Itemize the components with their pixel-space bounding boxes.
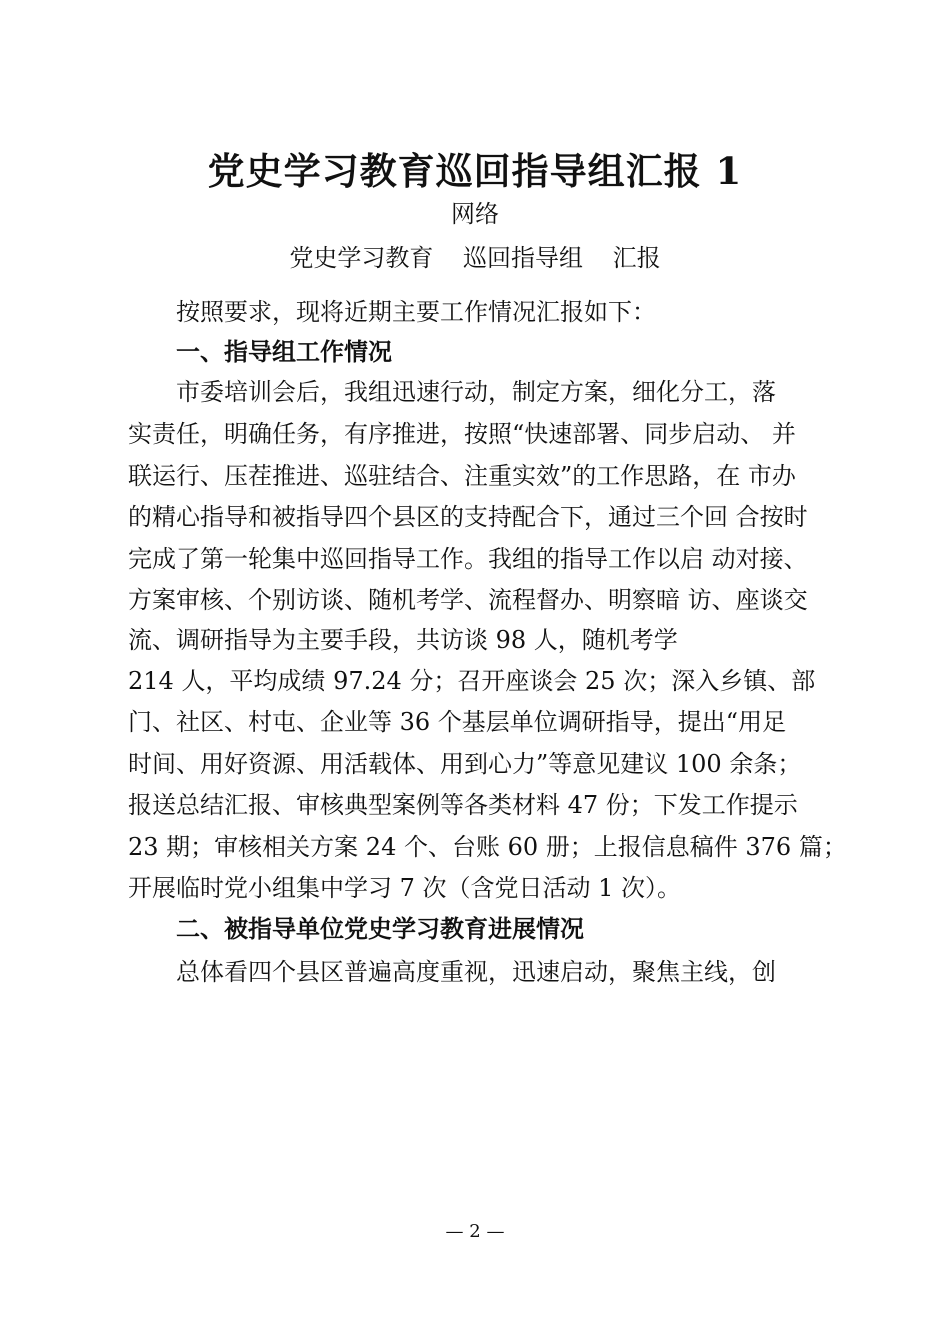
paragraph-line: 方案审核、个别访谈、随机考学、流程督办、明察暗 访、座谈交 bbox=[128, 586, 808, 614]
paragraph-line: 流、调研指导为主要手段，共访谈 98 人，随机考学 bbox=[128, 626, 678, 654]
document-title: 党史学习教育巡回指导组汇报 1 bbox=[207, 149, 743, 193]
keyword: 汇报 bbox=[612, 244, 661, 272]
paragraph-line: 时间、用好资源、用活载体、用到心力”等意见建议 100 余条； bbox=[128, 750, 802, 778]
paragraph-line: 报送总结汇报、审核典型案例等各类材料 47 份；下发工作提示 bbox=[128, 791, 798, 819]
keyword: 党史学习教育 bbox=[289, 244, 434, 272]
section-heading: 二、被指导单位党史学习教育进展情况 bbox=[176, 914, 584, 943]
paragraph-line: 门、社区、村屯、企业等 36 个基层单位调研指导，提出“用足 bbox=[128, 708, 787, 736]
paragraph-line: 开展临时党小组集中学习 7 次（含党日活动 1 次）。 bbox=[128, 874, 682, 902]
paragraph-line: 完成了第一轮集中巡回指导工作。我组的指导工作以启 动对接、 bbox=[128, 545, 808, 573]
document-author: 网络 bbox=[451, 200, 499, 228]
paragraph-line: 的精心指导和被指导四个县区的支持配合下，通过三个回 合按时 bbox=[128, 503, 808, 531]
paragraph-line: 214 人，平均成绩 97.24 分；召开座谈会 25 次；深入乡镇、部 bbox=[128, 667, 816, 695]
paragraph-line: 23 期；审核相关方案 24 个、台账 60 册；上报信息稿件 376 篇； bbox=[128, 833, 847, 861]
paragraph-line: 总体看四个县区普遍高度重视，迅速启动，聚焦主线，创 bbox=[176, 958, 776, 986]
keyword: 巡回指导组 bbox=[463, 244, 583, 272]
paragraph-line: 实责任，明确任务，有序推进，按照“快速部署、同步启动、 并 bbox=[128, 420, 796, 448]
paragraph-line: 按照要求，现将近期主要工作情况汇报如下： bbox=[176, 298, 656, 326]
section-heading: 一、指导组工作情况 bbox=[176, 337, 392, 366]
document-keywords bbox=[0, 238, 950, 278]
paragraph-line: 市委培训会后，我组迅速行动，制定方案，细化分工，落 bbox=[176, 378, 776, 406]
page-number: — 2 — bbox=[445, 1221, 505, 1242]
paragraph-line: 联运行、压茬推进、巡驻结合、注重实效”的工作思路，在 市办 bbox=[128, 462, 796, 490]
